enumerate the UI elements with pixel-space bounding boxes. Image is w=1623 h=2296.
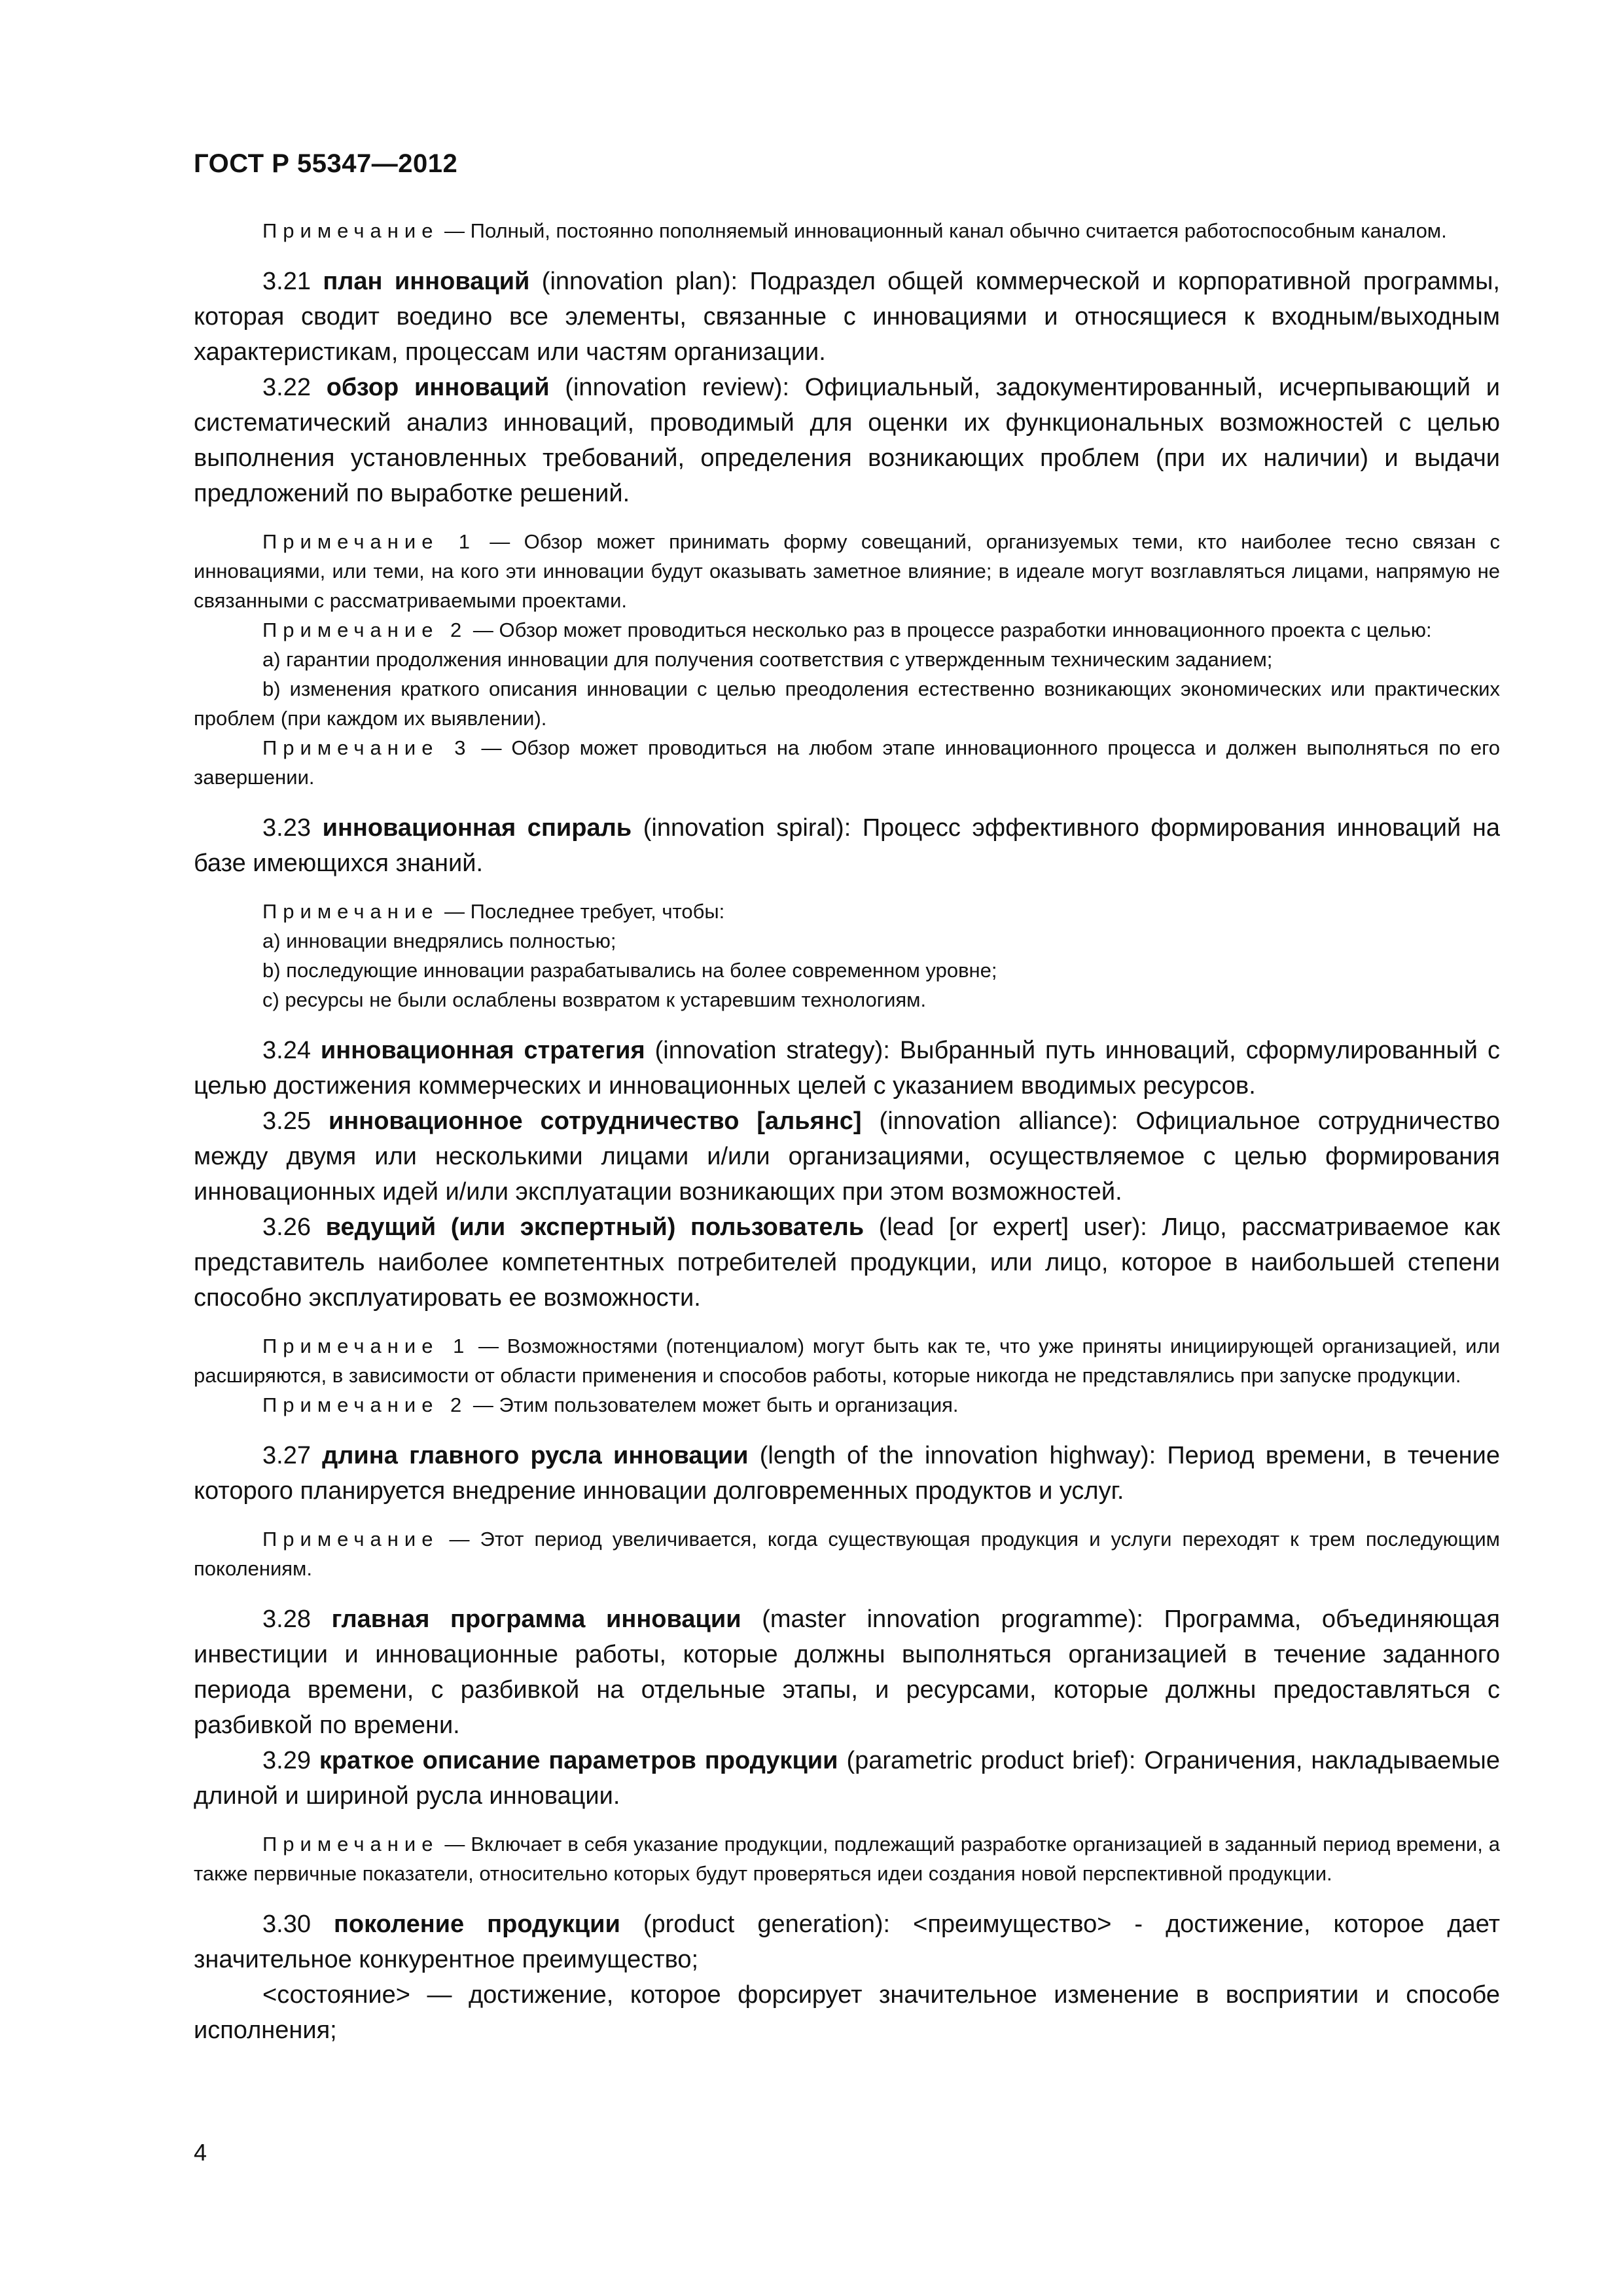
notes-group bbox=[194, 1331, 1500, 1420]
document-page bbox=[194, 0, 1500, 2296]
term-text: (innovation plan): Подраздел общей коммерческой и корпоративной программы, которая сводит воедино все элементы, связанные с инновациями и относящиеся к входным/выходным характеристикам, процессам или частям организации. bbox=[194, 268, 1500, 366]
term-number: 3.23 bbox=[262, 814, 323, 842]
term-name: инновационная спираль bbox=[322, 814, 632, 842]
note-text: — Этот период увеличивается, когда существующая продукция и услуги переходят к трем последующим поколениям. bbox=[194, 1528, 1500, 1580]
note bbox=[194, 527, 1500, 615]
term-text: (master innovation programme): Программа, объединяющая инвестиции и инновационные работы, которые должны выполняться организацией в течение заданного периода времени, с разбивкой на отдельные этапы, и ресурсами, которые должны предоставляться с разбивкой по времени. bbox=[194, 1605, 1501, 1739]
term-number: 3.26 bbox=[262, 1213, 326, 1241]
note-label: Примечание bbox=[262, 900, 439, 923]
note-label: Примечание 2 bbox=[262, 619, 468, 641]
term-definition bbox=[194, 1602, 1500, 1743]
note-text: — Обзор может принимать форму совещаний, организуемых теми, кто наиболее тесно связан с инновациями, или теми, на кого эти инновации будут оказывать заметное влияние; в идеале могут возглавляться лицами, напрямую не связанными с рассматриваемыми проектами. bbox=[194, 530, 1500, 612]
term-text: (parametric product brief): Ограничения, накладываемые длиной и шириной русла инновации. bbox=[194, 1747, 1500, 1810]
term-number: 3.25 bbox=[262, 1107, 329, 1135]
note bbox=[194, 1331, 1500, 1390]
term-number: 3.24 bbox=[262, 1037, 321, 1064]
term-definition bbox=[194, 1103, 1500, 1210]
note-text: — Последнее требует, чтобы: bbox=[438, 900, 725, 923]
note-label: Примечание bbox=[262, 219, 439, 242]
term-name: инновационное сотрудничество [альянс] bbox=[328, 1107, 862, 1135]
term-name: длина главного русла инновации bbox=[322, 1442, 749, 1469]
note-label: Примечание bbox=[262, 1833, 439, 1856]
term-number: 3.21 bbox=[262, 268, 323, 295]
note-list-item: b) изменения краткого описания инновации с целью преодоления естественно возникающих экономических или практических проблем (при каждом их выявлении). bbox=[194, 677, 1500, 730]
term-text: (length of the innovation highway): Период времени, в течение которого планируется внедрение инновации долговременных продуктов и услуг. bbox=[194, 1442, 1500, 1505]
term-number: 3.22 bbox=[262, 374, 327, 401]
notes-group bbox=[194, 1524, 1500, 1583]
note-list-item: c) ресурсы не были ослаблены возвратом к устаревшим технологиям. bbox=[262, 988, 927, 1011]
term-name: главная программа инновации bbox=[331, 1605, 741, 1633]
term-number: 3.27 bbox=[262, 1442, 323, 1469]
term-text: (innovation spiral): Процесс эффективного формирования инноваций на базе имеющихся знаний. bbox=[194, 814, 1500, 877]
term-definition bbox=[194, 1210, 1500, 1316]
notes-group bbox=[194, 216, 1500, 245]
note-text: — Включает в себя указание продукции, подлежащий разработке организацией в заданный период времени, а также первичные показатели, относительно которых будут проверяться идеи создания новой перспективной продукции. bbox=[194, 1833, 1500, 1885]
term-definition bbox=[194, 810, 1500, 881]
note-label: Примечание bbox=[262, 1528, 439, 1551]
note-text: — Обзор может проводиться на любом этапе инновационного процесса и должен выполняться по его завершении. bbox=[194, 736, 1500, 789]
note bbox=[194, 1390, 1500, 1420]
note-list-item: a) инновации внедрялись полностью; bbox=[262, 929, 616, 952]
note-text: — Обзор может проводиться несколько раз в процессе разработки инновационного проекта с целью: bbox=[467, 619, 1432, 641]
note-label: Примечание 3 bbox=[262, 736, 472, 759]
note bbox=[194, 1524, 1500, 1583]
term-name: план инноваций bbox=[323, 268, 530, 295]
page-number: 4 bbox=[194, 2139, 207, 2166]
note-label: Примечание 1 bbox=[262, 530, 476, 553]
term-definition bbox=[194, 1907, 1500, 1977]
note-list-item: a) гарантии продолжения инновации для получения соответствия с утвержденным техническим заданием; bbox=[262, 648, 1273, 671]
document-header: ГОСТ Р 55347—2012 bbox=[194, 149, 458, 178]
term-definition bbox=[194, 1438, 1500, 1509]
note-text: — Возможностями (потенциалом) могут быть как те, что уже приняты инициирующей организацией, или расширяются, в зависимости от области применения и способов работы, которые никогда не представлялись при запуске продукции. bbox=[194, 1335, 1500, 1387]
term-number: 3.30 bbox=[262, 1910, 334, 1938]
note bbox=[194, 733, 1500, 792]
term-name: краткое описание параметров продукции bbox=[319, 1747, 838, 1774]
term-number: 3.29 bbox=[262, 1747, 319, 1774]
term-name: поколение продукции bbox=[333, 1910, 620, 1938]
document-body bbox=[194, 216, 1500, 2048]
note-label: Примечание 1 bbox=[262, 1335, 471, 1357]
note-text: — Полный, постоянно пополняемый инновационный канал обычно считается работоспособным каналом. bbox=[438, 219, 1447, 242]
term-definition bbox=[194, 1743, 1500, 1814]
note bbox=[194, 897, 1500, 926]
note bbox=[194, 615, 1500, 645]
term-text: (innovation review): Официальный, задокументированный, исчерпывающий и систематический анализ инноваций, проводимый для оценки их функциональных возможностей с целью выполнения установленных требований, определения возникающих проблем (при их наличии) и выдачи предложений по выработке решений. bbox=[194, 374, 1500, 507]
term-name: инновационная стратегия bbox=[320, 1037, 645, 1064]
term-text: (lead [or expert] user): Лицо, рассматриваемое как представитель наиболее компетентных потребителей продукции, или лицо, которое в наибольшей степени способно эксплуатировать ее возможности. bbox=[194, 1213, 1500, 1312]
note-label: Примечание 2 bbox=[262, 1393, 468, 1416]
notes-group bbox=[194, 1829, 1500, 1888]
term-name: обзор инноваций bbox=[326, 374, 550, 401]
term-text: (innovation strategy): Выбранный путь инноваций, сформулированный с целью достижения коммерческих и инновационных целей с указанием вводимых ресурсов. bbox=[194, 1037, 1500, 1100]
term-text: (innovation alliance): Официальное сотрудничество между двумя или несколькими лицами и/или организациями, осуществляемое с целью формирования инновационных идей и/или эксплуатации возникающих при этом возможностей. bbox=[194, 1107, 1500, 1206]
notes-group bbox=[194, 527, 1500, 792]
term-text: (product generation): <преимущество> - достижение, которое дает значительное конкурентное преимущество; bbox=[194, 1910, 1500, 1973]
note bbox=[194, 216, 1500, 245]
note bbox=[194, 1829, 1500, 1888]
term-definition bbox=[194, 264, 1500, 370]
term-number: 3.28 bbox=[262, 1605, 332, 1633]
term-definition bbox=[194, 370, 1500, 511]
term-definition bbox=[194, 1033, 1500, 1103]
note-text: — Этим пользователем может быть и организация. bbox=[467, 1393, 959, 1416]
paragraph: <состояние> — достижение, которое форсирует значительное изменение в восприятии и способе исполнения; bbox=[194, 1981, 1500, 2044]
term-name: ведущий (или экспертный) пользователь bbox=[325, 1213, 865, 1241]
note-list-item: b) последующие инновации разрабатывались на более современном уровне; bbox=[262, 959, 997, 982]
notes-group bbox=[194, 897, 1500, 1014]
